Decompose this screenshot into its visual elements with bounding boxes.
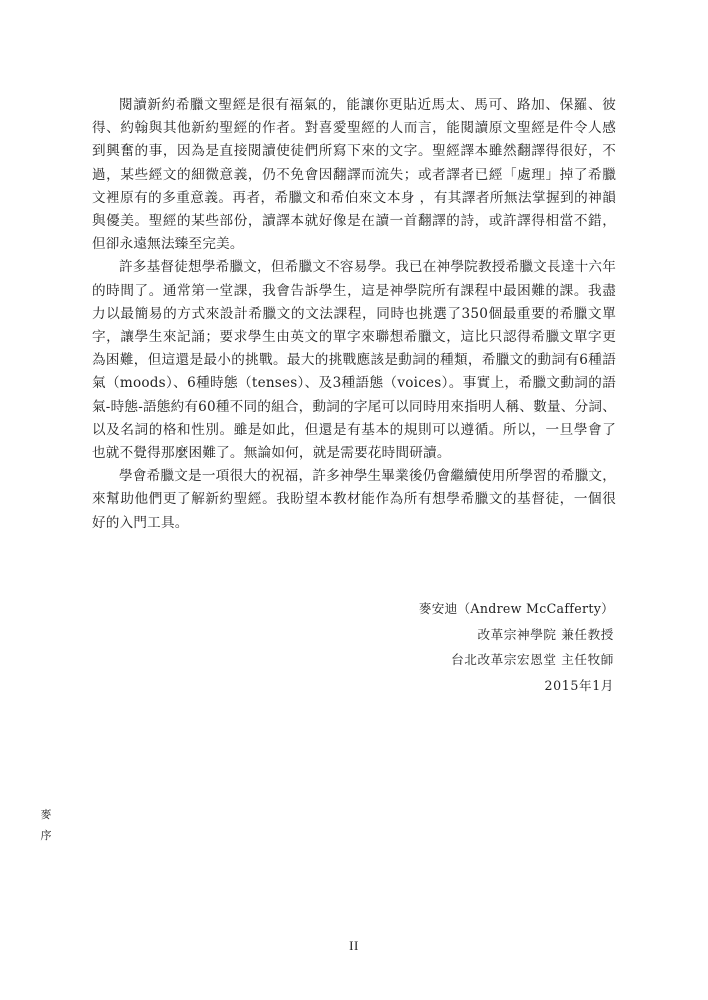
author-name: 麥安迪（Andrew McCafferty） xyxy=(418,601,614,616)
page-number: II xyxy=(349,938,359,953)
margin-section-label xyxy=(38,804,54,846)
paragraph-2: 許多基督徒想學希臘文，但希臘文不容易學。我已在神學院教授希臘文長達十六年的時間了。通常第一堂課，我會告訴學生，這是神學院所有課程中最困難的課。我盡力以最簡易的方式來設計希臘文的文法課程，同時也挑選了350個最重要的希臘文單字，讓學生來記誦；要求學生由英文的單字來聯想希臘文，這比只認得希臘文單字更為困難，但這還是最小的挑戰。最大的挑戰應該是動詞的種類，希臘文的動詞有6種語氣（moods）、6種時態（tenses）、及3種語態（voices）。事實上，希臘文動詞的語氣-時態-語態約有60種不同的組合，動詞的字尾可以同時用來指明人稱、數量、分詞、以及名詞的格和性別。雖是如此，但還是有基本的規則可以遵循。所以，一旦學會了也就不覺得那麼困難了。無論如何，就是需要花時間研讀。 xyxy=(92,259,616,462)
paragraph-1: 閱讀新約希臘文聖經是很有福氣的，能讓你更貼近馬太、馬可、路加、保羅、彼得、約翰與其他新約聖經的作者。對喜愛聖經的人而言，能閱讀原文聖經是件令人感到興奮的事，因為是直接閱讀使徒們所寫下來的文字。聖經譯本雖然翻譯得很好，不過，某些經文的細微意義，仍不免會因翻譯而流失；或者譯者已經「處理」掉了希臘文裡原有的多重意義。再者，希臘文和希伯來文本身 ，有其譯者所無法掌握到的神韻與優美。聖經的某些部份，讀譯本就好像是在讀一首翻譯的詩，或許譯得相當不錯，但卻永遠無法臻至完美。 xyxy=(92,97,616,253)
margin-label-char-2: 序 xyxy=(40,829,52,842)
margin-label-char-1: 麥 xyxy=(40,808,52,821)
signature-block xyxy=(419,596,614,698)
preface-body xyxy=(92,94,616,535)
signature-date: 2015年1月 xyxy=(544,677,614,693)
paragraph-3: 學會希臘文是一項很大的祝福，許多神學生畢業後仍會繼續使用所學習的希臘文，來幫助他們更了解新約聖經。我盼望本教材能作為所有想學希臘文的基督徒，一個很好的入門工具。 xyxy=(92,468,616,531)
author-title-church: 台北改革宗宏恩堂 主任牧師 xyxy=(451,652,614,667)
author-title-seminary: 改革宗神學院 兼任教授 xyxy=(477,626,614,642)
